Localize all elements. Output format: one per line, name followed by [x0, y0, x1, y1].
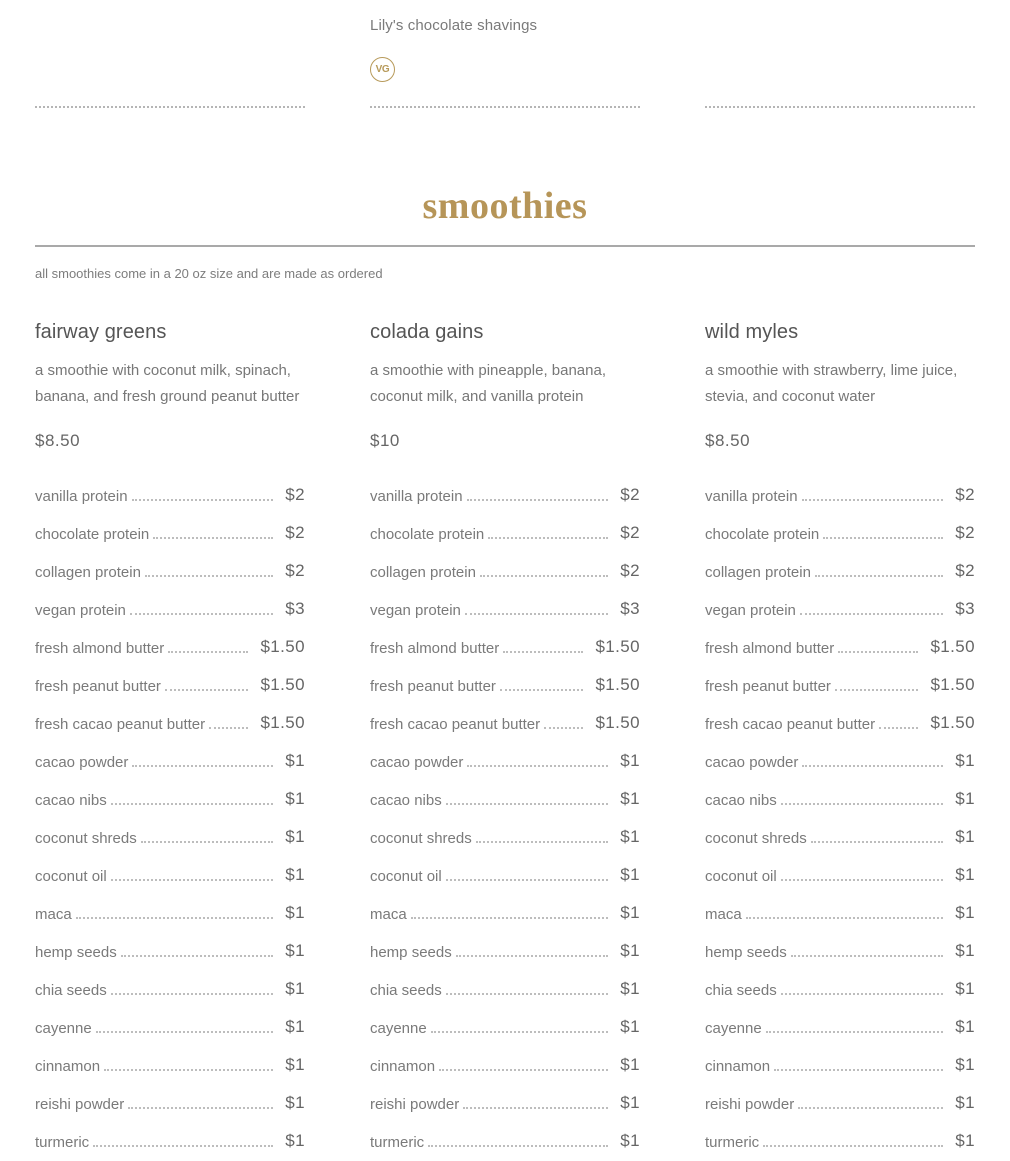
addon-name: vanilla protein — [705, 488, 798, 505]
dotted-leader — [141, 841, 274, 843]
addon-name: cacao nibs — [35, 792, 107, 809]
addon-price: $1 — [620, 827, 640, 846]
dotted-leader — [93, 1145, 273, 1147]
addon-name: fresh peanut butter — [35, 678, 161, 695]
dotted-leader — [446, 993, 609, 995]
addon-row — [370, 1047, 640, 1085]
addon-name: collagen protein — [35, 564, 141, 581]
item-name: wild myles — [705, 321, 799, 343]
dotted-leader — [774, 1069, 943, 1071]
addon-price: $1 — [285, 1131, 305, 1150]
item-description: a smoothie with pineapple, banana, coconut milk, and vanilla protein — [370, 362, 607, 405]
addon-name: vegan protein — [35, 602, 126, 619]
addon-price: $1 — [955, 865, 975, 884]
addon-row — [705, 819, 975, 857]
dotted-leader — [111, 803, 274, 805]
addon-row — [370, 743, 640, 781]
addon-price: $1.50 — [595, 713, 640, 732]
addon-row — [35, 591, 305, 629]
dotted-leader — [781, 879, 944, 881]
dotted-leader — [132, 765, 273, 767]
addon-price: $2 — [955, 561, 975, 580]
addon-row — [35, 629, 305, 667]
menu-item-column — [370, 318, 640, 1161]
addon-name: vegan protein — [705, 602, 796, 619]
addon-name: reishi powder — [35, 1096, 125, 1113]
addon-row — [370, 1009, 640, 1047]
addon-row — [35, 1085, 305, 1123]
addon-name: turmeric — [35, 1134, 90, 1151]
addon-row — [370, 781, 640, 819]
addon-price: $1.50 — [260, 675, 305, 694]
addon-name: reishi powder — [705, 1096, 795, 1113]
dotted-leader — [168, 651, 248, 653]
addon-row — [705, 743, 975, 781]
addon-name: cinnamon — [35, 1058, 101, 1075]
dotted-leader — [480, 575, 608, 577]
addon-name: cayenne — [35, 1020, 92, 1037]
addon-price: $3 — [620, 599, 640, 618]
addon-row — [35, 1123, 305, 1161]
dotted-leader — [128, 1107, 273, 1109]
addon-row — [705, 781, 975, 819]
dotted-leader — [476, 841, 609, 843]
addon-price: $1 — [955, 1093, 975, 1112]
addon-name: fresh cacao peanut butter — [35, 716, 206, 733]
addon-row — [705, 667, 975, 705]
addon-row — [370, 591, 640, 629]
dotted-leader — [835, 689, 919, 691]
addon-price: $1 — [620, 1131, 640, 1150]
addon-name: cacao nibs — [705, 792, 777, 809]
addon-name: hemp seeds — [705, 944, 787, 961]
item-name: colada gains — [370, 321, 484, 343]
item-description: a smoothie with coconut milk, spinach, banana, and fresh ground peanut butter — [35, 362, 300, 405]
addon-price: $2 — [620, 485, 640, 504]
addon-name: cayenne — [370, 1020, 427, 1037]
addon-row — [370, 819, 640, 857]
addon-row — [35, 705, 305, 743]
item-price: $8.50 — [35, 431, 81, 450]
dotted-leader — [791, 955, 944, 957]
addon-price: $2 — [955, 485, 975, 504]
addon-name: coconut shreds — [35, 830, 137, 847]
addon-price: $1 — [285, 827, 305, 846]
addon-row — [705, 895, 975, 933]
addon-name: coconut oil — [370, 868, 442, 885]
addon-name: chocolate protein — [35, 526, 150, 543]
addon-name: maca — [35, 906, 72, 923]
addon-price: $2 — [620, 561, 640, 580]
item-name: fairway greens — [35, 321, 167, 343]
addon-row — [705, 515, 975, 553]
divider-dots — [35, 98, 305, 108]
item-description: a smoothie with strawberry, lime juice, stevia, and coconut water — [705, 362, 958, 405]
addon-name: cacao powder — [370, 754, 464, 771]
item-price: $10 — [370, 431, 400, 450]
addon-name: fresh cacao peanut butter — [705, 716, 876, 733]
addon-price: $1 — [285, 1017, 305, 1036]
dotted-leader — [145, 575, 273, 577]
addon-price: $1 — [620, 979, 640, 998]
dotted-leader — [463, 1107, 608, 1109]
dotted-leader — [132, 499, 274, 501]
dotted-leader — [503, 651, 583, 653]
addon-price: $1 — [285, 789, 305, 808]
dotted-leader — [465, 613, 608, 615]
addon-name: coconut oil — [705, 868, 777, 885]
addon-price: $2 — [955, 523, 975, 542]
dotted-leader — [488, 537, 608, 539]
dotted-leader — [431, 1031, 609, 1033]
addon-price: $1 — [620, 1017, 640, 1036]
addon-price: $1 — [285, 865, 305, 884]
dotted-leader — [130, 613, 273, 615]
addon-row — [370, 667, 640, 705]
addon-name: coconut shreds — [370, 830, 472, 847]
addon-row — [370, 933, 640, 971]
addon-price: $3 — [955, 599, 975, 618]
item-price: $8.50 — [705, 431, 751, 450]
addon-row — [35, 781, 305, 819]
addon-row — [370, 515, 640, 553]
dotted-leader — [111, 879, 274, 881]
addon-name: chia seeds — [35, 982, 107, 999]
addon-row — [370, 477, 640, 515]
addon-row — [35, 515, 305, 553]
addon-row — [705, 705, 975, 743]
divider-dots — [370, 98, 640, 108]
addon-price: $1.50 — [930, 713, 975, 732]
addon-name: hemp seeds — [370, 944, 452, 961]
dotted-leader — [428, 1145, 608, 1147]
addon-name: turmeric — [705, 1134, 760, 1151]
dotted-leader — [153, 537, 273, 539]
addon-name: hemp seeds — [35, 944, 117, 961]
addon-row — [35, 933, 305, 971]
addon-row — [35, 857, 305, 895]
addon-row — [370, 705, 640, 743]
addon-name: cacao powder — [35, 754, 129, 771]
addon-name: cinnamon — [705, 1058, 771, 1075]
addon-row — [35, 553, 305, 591]
dotted-leader — [800, 613, 943, 615]
addon-name: turmeric — [370, 1134, 425, 1151]
addon-price: $1.50 — [260, 637, 305, 656]
addon-row — [370, 857, 640, 895]
addon-row — [705, 591, 975, 629]
addon-row — [370, 895, 640, 933]
addon-name: collagen protein — [370, 564, 476, 581]
addon-price: $1.50 — [595, 675, 640, 694]
addon-name: vanilla protein — [370, 488, 463, 505]
divider-dots — [705, 98, 975, 108]
addon-row — [370, 553, 640, 591]
addon-name: vegan protein — [370, 602, 461, 619]
dotted-leader — [456, 955, 609, 957]
dotted-leader — [439, 1069, 608, 1071]
addon-price: $1 — [620, 865, 640, 884]
addon-list — [35, 477, 305, 1161]
addon-price: $1.50 — [930, 675, 975, 694]
addon-name: fresh peanut butter — [705, 678, 831, 695]
addon-price: $1 — [955, 903, 975, 922]
dotted-leader — [76, 917, 274, 919]
dotted-leader — [798, 1107, 943, 1109]
addon-row — [705, 971, 975, 1009]
addon-price: $1.50 — [930, 637, 975, 656]
addon-name: fresh peanut butter — [370, 678, 496, 695]
addon-price: $1 — [620, 1093, 640, 1112]
addon-list — [370, 477, 640, 1161]
addon-row — [35, 1047, 305, 1085]
addon-price: $1 — [955, 827, 975, 846]
addon-price: $1 — [285, 1093, 305, 1112]
dotted-leader — [467, 765, 608, 767]
addon-price: $1 — [955, 1131, 975, 1150]
addon-price: $2 — [620, 523, 640, 542]
dotted-leader — [96, 1031, 274, 1033]
dotted-leader — [446, 879, 609, 881]
addon-name: coconut shreds — [705, 830, 807, 847]
addon-price: $1 — [955, 941, 975, 960]
dotted-leader — [165, 689, 249, 691]
dotted-leader — [838, 651, 918, 653]
addon-price: $1 — [955, 789, 975, 808]
dotted-leader — [802, 499, 944, 501]
addon-price: $1.50 — [595, 637, 640, 656]
addon-row — [35, 819, 305, 857]
dotted-leader — [781, 993, 944, 995]
section-title: smoothies — [422, 185, 588, 227]
addon-name: cacao nibs — [370, 792, 442, 809]
dotted-leader — [111, 993, 274, 995]
dotted-leader — [766, 1031, 944, 1033]
addon-price: $3 — [285, 599, 305, 618]
addon-row — [705, 477, 975, 515]
addon-row — [35, 477, 305, 515]
addon-name: fresh almond butter — [370, 640, 500, 657]
addon-price: $1 — [620, 903, 640, 922]
addon-row — [370, 629, 640, 667]
dotted-leader — [879, 727, 918, 729]
addon-name: vanilla protein — [35, 488, 128, 505]
addon-row — [35, 895, 305, 933]
vegan-badge-icon: VG — [370, 57, 395, 82]
addon-price: $1 — [285, 979, 305, 998]
addon-name: maca — [370, 906, 407, 923]
addon-name: coconut oil — [35, 868, 107, 885]
addon-name: cayenne — [705, 1020, 762, 1037]
menu-item-column — [705, 318, 975, 1161]
addon-price: $2 — [285, 561, 305, 580]
addon-price: $1 — [285, 903, 305, 922]
addon-name: cinnamon — [370, 1058, 436, 1075]
addon-list — [705, 477, 975, 1161]
addon-row — [35, 971, 305, 1009]
addon-name: maca — [705, 906, 742, 923]
addon-row — [35, 1009, 305, 1047]
addon-row — [705, 1123, 975, 1161]
dotted-leader — [209, 727, 248, 729]
previous-item-description: Lily's chocolate shavings — [370, 17, 538, 34]
dotted-leader — [823, 537, 943, 539]
addon-row — [705, 857, 975, 895]
addon-row — [35, 667, 305, 705]
dotted-leader — [411, 917, 609, 919]
dotted-leader — [544, 727, 583, 729]
addon-row — [705, 1085, 975, 1123]
dotted-leader — [781, 803, 944, 805]
addon-row — [705, 629, 975, 667]
addon-price: $1 — [955, 1055, 975, 1074]
addon-price: $2 — [285, 523, 305, 542]
section-note: all smoothies come in a 20 oz size and are made as ordered — [35, 266, 383, 281]
addon-row — [35, 743, 305, 781]
dotted-leader — [746, 917, 944, 919]
dotted-leader — [811, 841, 944, 843]
addon-price: $1 — [620, 1055, 640, 1074]
dotted-leader — [500, 689, 584, 691]
addon-name: cacao powder — [705, 754, 799, 771]
section-divider — [35, 245, 975, 247]
addon-row — [705, 1009, 975, 1047]
dotted-leader — [121, 955, 274, 957]
addon-price: $1 — [955, 751, 975, 770]
addon-name: reishi powder — [370, 1096, 460, 1113]
dotted-leader — [104, 1069, 273, 1071]
addon-row — [705, 933, 975, 971]
addon-price: $1 — [620, 941, 640, 960]
dotted-leader — [446, 803, 609, 805]
addon-name: chia seeds — [705, 982, 777, 999]
dotted-leader — [802, 765, 943, 767]
addon-name: chocolate protein — [705, 526, 820, 543]
addon-row — [370, 971, 640, 1009]
dotted-leader — [467, 499, 609, 501]
addon-row — [705, 1047, 975, 1085]
addon-price: $1 — [285, 751, 305, 770]
addon-price: $1 — [620, 751, 640, 770]
dotted-leader — [763, 1145, 943, 1147]
addon-name: fresh almond butter — [705, 640, 835, 657]
dotted-leader — [815, 575, 943, 577]
addon-row — [370, 1085, 640, 1123]
menu-item-column — [35, 318, 305, 1161]
addon-price: $1 — [955, 979, 975, 998]
addon-price: $2 — [285, 485, 305, 504]
addon-name: chia seeds — [370, 982, 442, 999]
addon-name: chocolate protein — [370, 526, 485, 543]
addon-name: collagen protein — [705, 564, 811, 581]
addon-price: $1 — [620, 789, 640, 808]
addon-price: $1.50 — [260, 713, 305, 732]
addon-name: fresh almond butter — [35, 640, 165, 657]
addon-row — [705, 553, 975, 591]
addon-price: $1 — [285, 941, 305, 960]
addon-name: fresh cacao peanut butter — [370, 716, 541, 733]
addon-price: $1 — [955, 1017, 975, 1036]
addon-price: $1 — [285, 1055, 305, 1074]
addon-row — [370, 1123, 640, 1161]
